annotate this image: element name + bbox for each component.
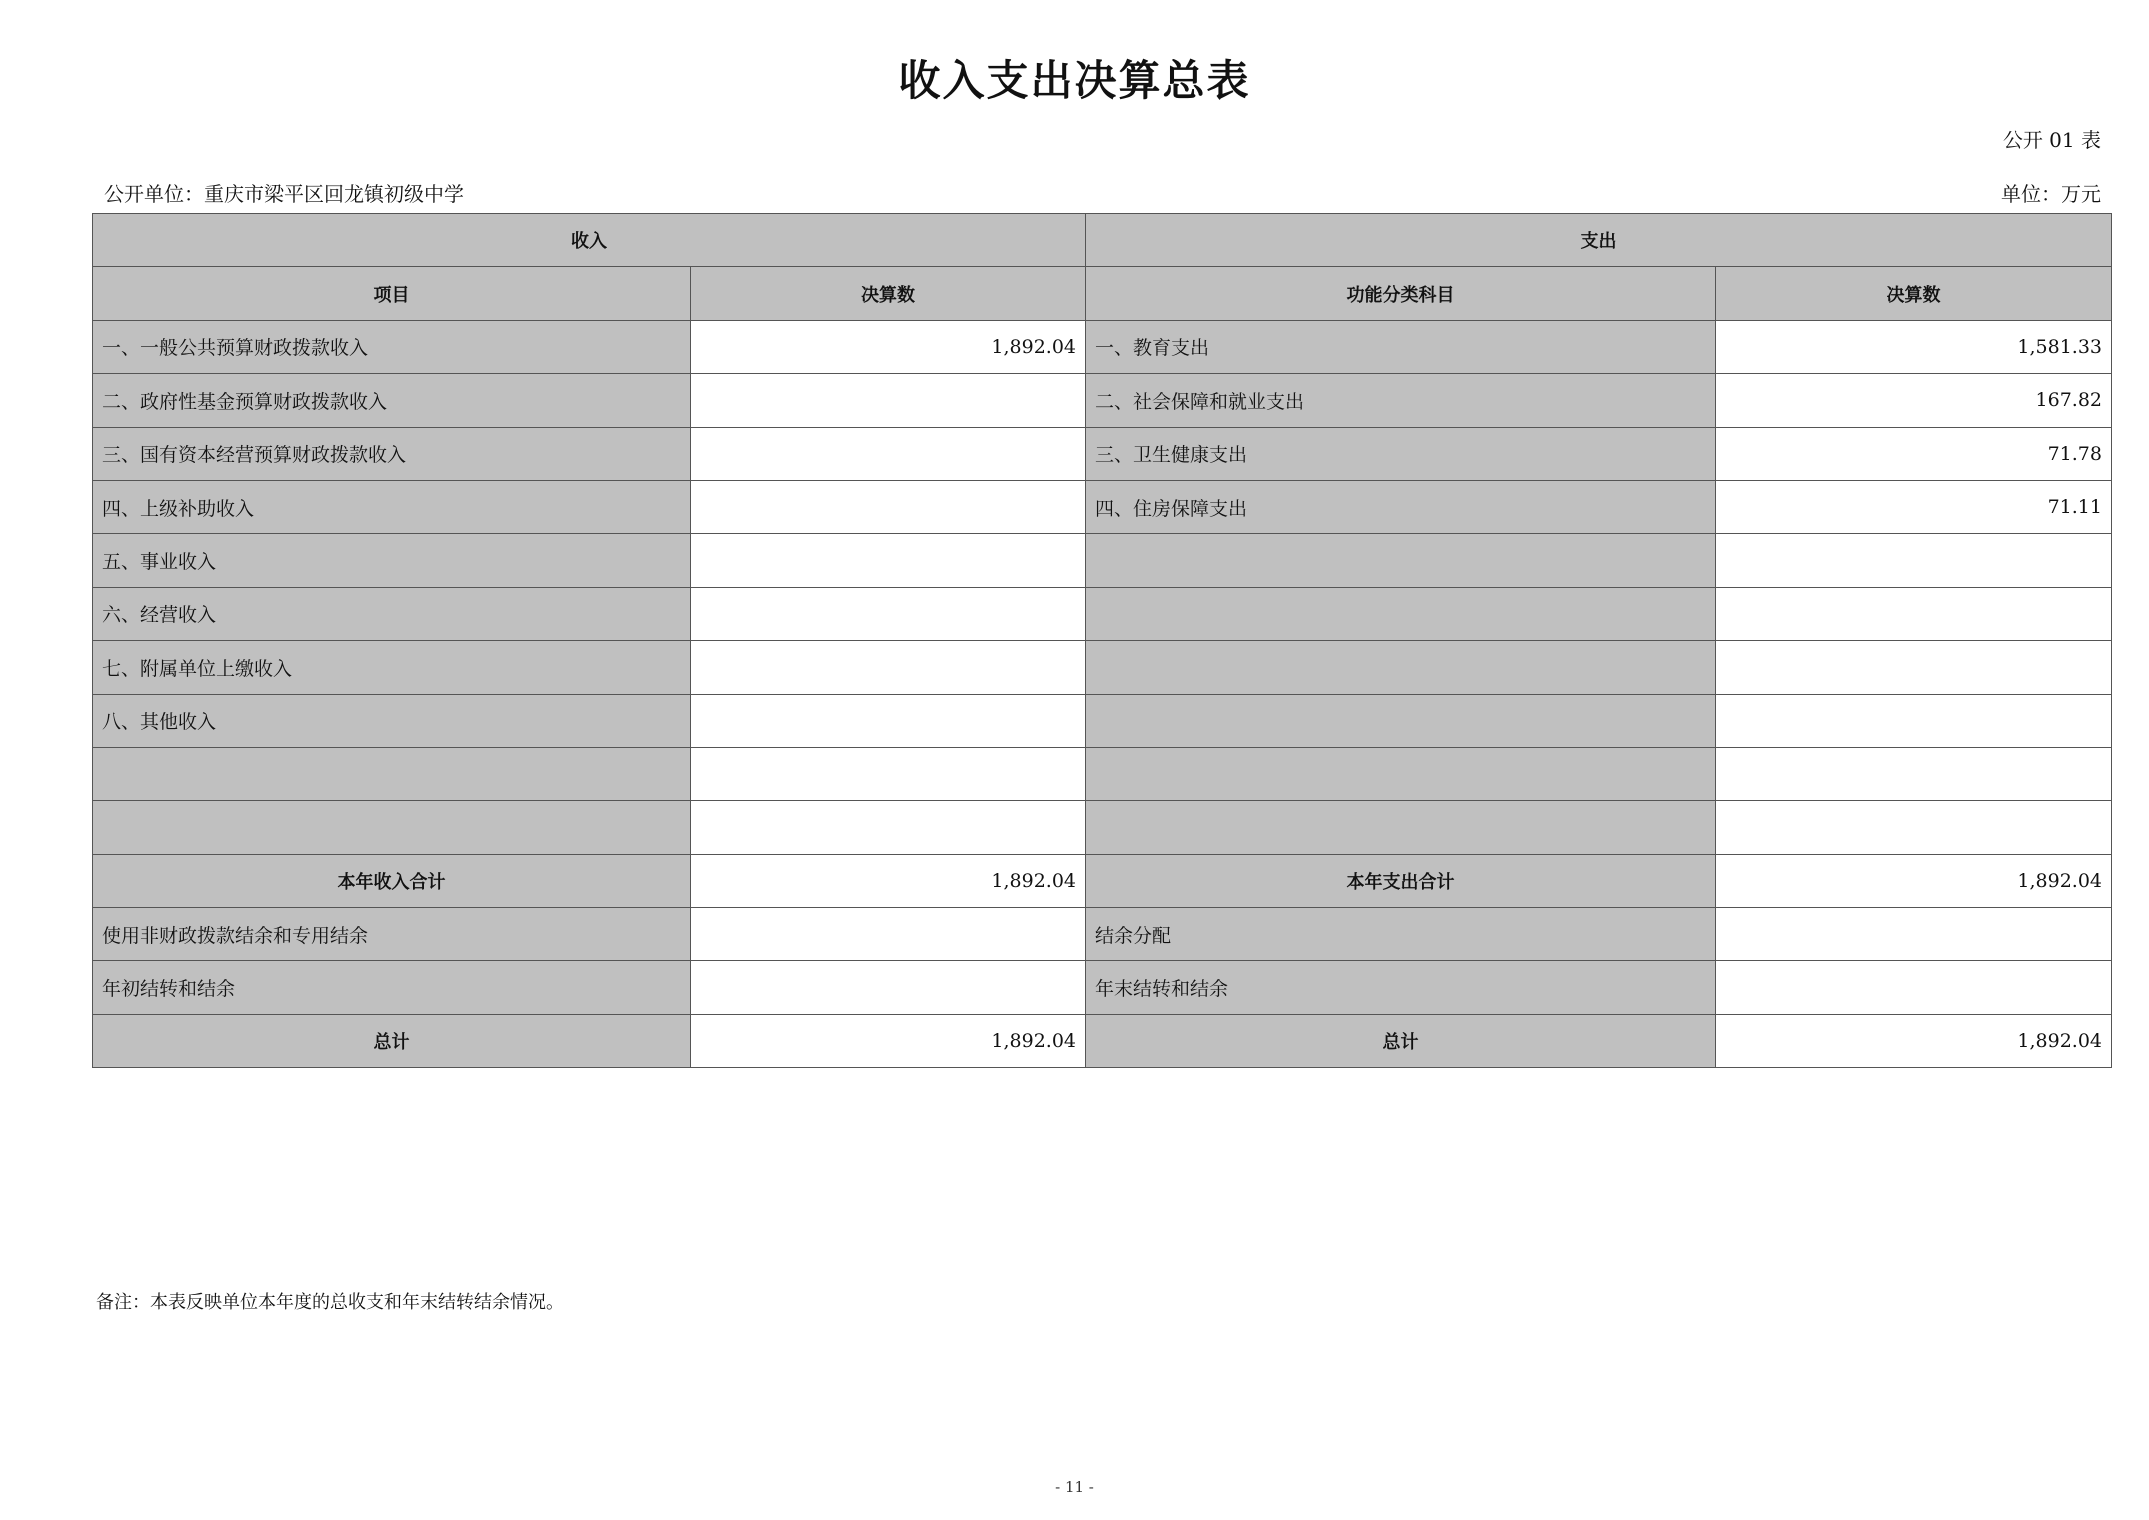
expense-amount-cell: 71.11	[1716, 480, 2112, 533]
table-row	[93, 534, 2112, 587]
expense-amount-cell	[1716, 801, 2112, 854]
money-unit-label: 单位：万元	[2001, 182, 2101, 206]
table-row	[93, 747, 2112, 800]
year-income-total-amount: 1,892.04	[691, 854, 1086, 907]
expense-amount-cell: 1,581.33	[1716, 320, 2112, 373]
income-item-cell: 八、其他收入	[93, 694, 691, 747]
grand-income-total-amount: 1,892.04	[691, 1014, 1086, 1067]
expense-item-cell	[1086, 801, 1716, 854]
income-item-cell: 三、国有资本经营预算财政拨款收入	[93, 427, 691, 480]
page-number: - 11 -	[1055, 1478, 1094, 1496]
table-row	[93, 961, 2112, 1014]
income-amount-cell	[691, 747, 1086, 800]
table-row	[93, 908, 2112, 961]
income-amount-cell	[691, 641, 1086, 694]
table-row	[93, 641, 2112, 694]
expense-amount-cell	[1716, 961, 2112, 1014]
income-amount-cell	[691, 480, 1086, 533]
expense-amount-cell: 71.78	[1716, 427, 2112, 480]
expense-section-header: 支出	[1086, 214, 2112, 267]
table-row	[93, 374, 2112, 427]
expense-item-cell	[1086, 534, 1716, 587]
unit-line	[92, 178, 2129, 206]
income-amount-cell	[691, 587, 1086, 640]
table-row	[93, 427, 2112, 480]
expense-item-cell: 二、社会保障和就业支出	[1086, 374, 1716, 427]
income-item-cell	[93, 801, 691, 854]
expense-item-cell	[1086, 694, 1716, 747]
income-amount-cell: 1,892.04	[691, 320, 1086, 373]
income-amount-cell	[691, 908, 1086, 961]
col-header-item: 项目	[93, 267, 691, 320]
income-amount-cell	[691, 534, 1086, 587]
expense-item-cell	[1086, 641, 1716, 694]
table-row	[93, 801, 2112, 854]
expense-item-cell: 三、卫生健康支出	[1086, 427, 1716, 480]
col-header-amount-expense: 决算数	[1716, 267, 2112, 320]
income-item-cell: 五、事业收入	[93, 534, 691, 587]
income-amount-cell	[691, 694, 1086, 747]
income-item-cell: 四、上级补助收入	[93, 480, 691, 533]
table-row	[93, 480, 2112, 533]
expense-amount-cell	[1716, 534, 2112, 587]
expense-item-cell	[1086, 747, 1716, 800]
expense-item-cell: 年末结转和结余	[1086, 961, 1716, 1014]
expense-amount-cell	[1716, 641, 2112, 694]
expense-item-cell: 结余分配	[1086, 908, 1716, 961]
table-row	[93, 587, 2112, 640]
income-amount-cell	[691, 801, 1086, 854]
year-total-row	[93, 854, 2112, 907]
expense-item-cell: 四、住房保障支出	[1086, 480, 1716, 533]
col-header-amount: 决算数	[691, 267, 1086, 320]
col-header-func-category: 功能分类科目	[1086, 267, 1716, 320]
expense-item-cell: 一、教育支出	[1086, 320, 1716, 373]
form-number: 公开 01 表	[2002, 128, 2101, 152]
expense-amount-cell	[1716, 908, 2112, 961]
section-header-row	[93, 214, 2112, 267]
income-amount-cell	[691, 427, 1086, 480]
expense-amount-cell: 167.82	[1716, 374, 2112, 427]
grand-expense-total-amount: 1,892.04	[1716, 1014, 2112, 1067]
expense-amount-cell	[1716, 587, 2112, 640]
income-section-header: 收入	[93, 214, 1086, 267]
income-item-cell: 二、政府性基金预算财政拨款收入	[93, 374, 691, 427]
expense-item-cell	[1086, 587, 1716, 640]
year-expense-total-amount: 1,892.04	[1716, 854, 2112, 907]
expense-amount-cell	[1716, 747, 2112, 800]
grand-expense-total-label: 总计	[1086, 1014, 1716, 1067]
column-header-row	[93, 267, 2112, 320]
year-income-total-label: 本年收入合计	[93, 854, 691, 907]
page-title: 收入支出决算总表	[898, 56, 1251, 105]
table-row	[93, 320, 2112, 373]
budget-summary-table	[92, 213, 2112, 1068]
income-item-cell: 年初结转和结余	[93, 961, 691, 1014]
grand-income-total-label: 总计	[93, 1014, 691, 1067]
grand-total-row	[93, 1014, 2112, 1067]
table-row	[93, 694, 2112, 747]
income-item-cell: 一、一般公共预算财政拨款收入	[93, 320, 691, 373]
year-expense-total-label: 本年支出合计	[1086, 854, 1716, 907]
expense-amount-cell	[1716, 694, 2112, 747]
income-item-cell: 七、附属单位上缴收入	[93, 641, 691, 694]
org-label: 公开单位：重庆市梁平区回龙镇初级中学	[104, 182, 464, 206]
income-item-cell: 六、经营收入	[93, 587, 691, 640]
footnote: 备注：本表反映单位本年度的总收支和年末结转结余情况。	[96, 1292, 564, 1313]
income-item-cell	[93, 747, 691, 800]
income-item-cell: 使用非财政拨款结余和专用结余	[93, 908, 691, 961]
income-amount-cell	[691, 374, 1086, 427]
income-amount-cell	[691, 961, 1086, 1014]
